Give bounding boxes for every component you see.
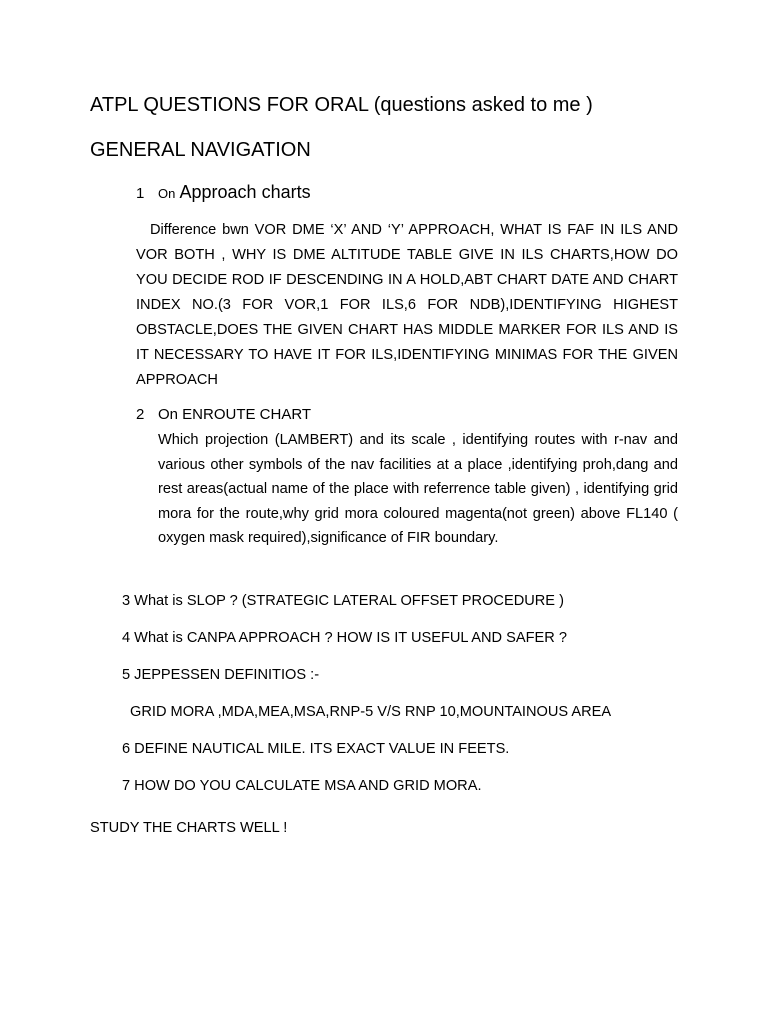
item-1-heading-line: [136, 182, 311, 204]
closing-note: STUDY THE CHARTS WELL !: [90, 820, 288, 836]
item-1-number: 1: [136, 185, 145, 202]
item-3: 3 What is SLOP ? (STRATEGIC LATERAL OFFSET PROCEDURE ): [122, 593, 564, 609]
item-2-body-text: Which projection (LAMBERT) and its scale , identifying routes with r-nav and various other symbols of the nav facilities at a place ,identifying proh,dang and rest areas(actual name of the place with referrence table given) , identifying grid mora for the route,why grid mora coloured magenta(not green) above FL140 ( oxygen mask required),significance of FIR boundary.: [158, 432, 678, 547]
item-5: 5 JEPPESSEN DEFINITIOS :-: [122, 667, 320, 683]
item-6: 6 DEFINE NAUTICAL MILE. ITS EXACT VALUE IN FEETS.: [122, 741, 510, 757]
item-2-heading-line: [136, 405, 311, 425]
item-2-number: 2: [136, 406, 145, 423]
item-1-prefix: On: [158, 186, 176, 201]
section-heading: GENERAL NAVIGATION: [90, 139, 311, 161]
item-2-heading: On ENROUTE CHART: [158, 406, 312, 423]
item-1-body-text: Difference bwn VOR DME ‘X’ AND ‘Y’ APPROACH, WHAT IS FAF IN ILS AND VOR BOTH , WHY IS DME ALTITUDE TABLE GIVE IN ILS CHARTS,HOW DO YOU DECIDE ROD IF DESCENDING IN A HOLD,ABT CHART DATE AND CHART INDEX NO.(3 FOR VOR,1 FOR ILS,6 FOR NDB),IDENTIFYING HIGHEST OBSTACLE,DOES THE GIVEN CHART HAS MIDDLE MARKER FOR ILS AND IS IT NECESSARY TO HAVE IT FOR ILS,IDENTIFYING MINIMAS FOR THE GIVEN APPROACH: [136, 222, 678, 388]
item-4: 4 What is CANPA APPROACH ? HOW IS IT USEFUL AND SAFER ?: [122, 630, 567, 646]
document-title: ATPL QUESTIONS FOR ORAL (questions asked to me ): [90, 94, 593, 116]
item-7: 7 HOW DO YOU CALCULATE MSA AND GRID MORA.: [122, 778, 482, 794]
item-1-body: [136, 218, 678, 393]
item-2-body: [158, 428, 678, 551]
item-5-definitions: GRID MORA ,MDA,MEA,MSA,RNP-5 V/S RNP 10,MOUNTAINOUS AREA: [130, 704, 612, 720]
item-1-heading: Approach charts: [179, 182, 311, 202]
